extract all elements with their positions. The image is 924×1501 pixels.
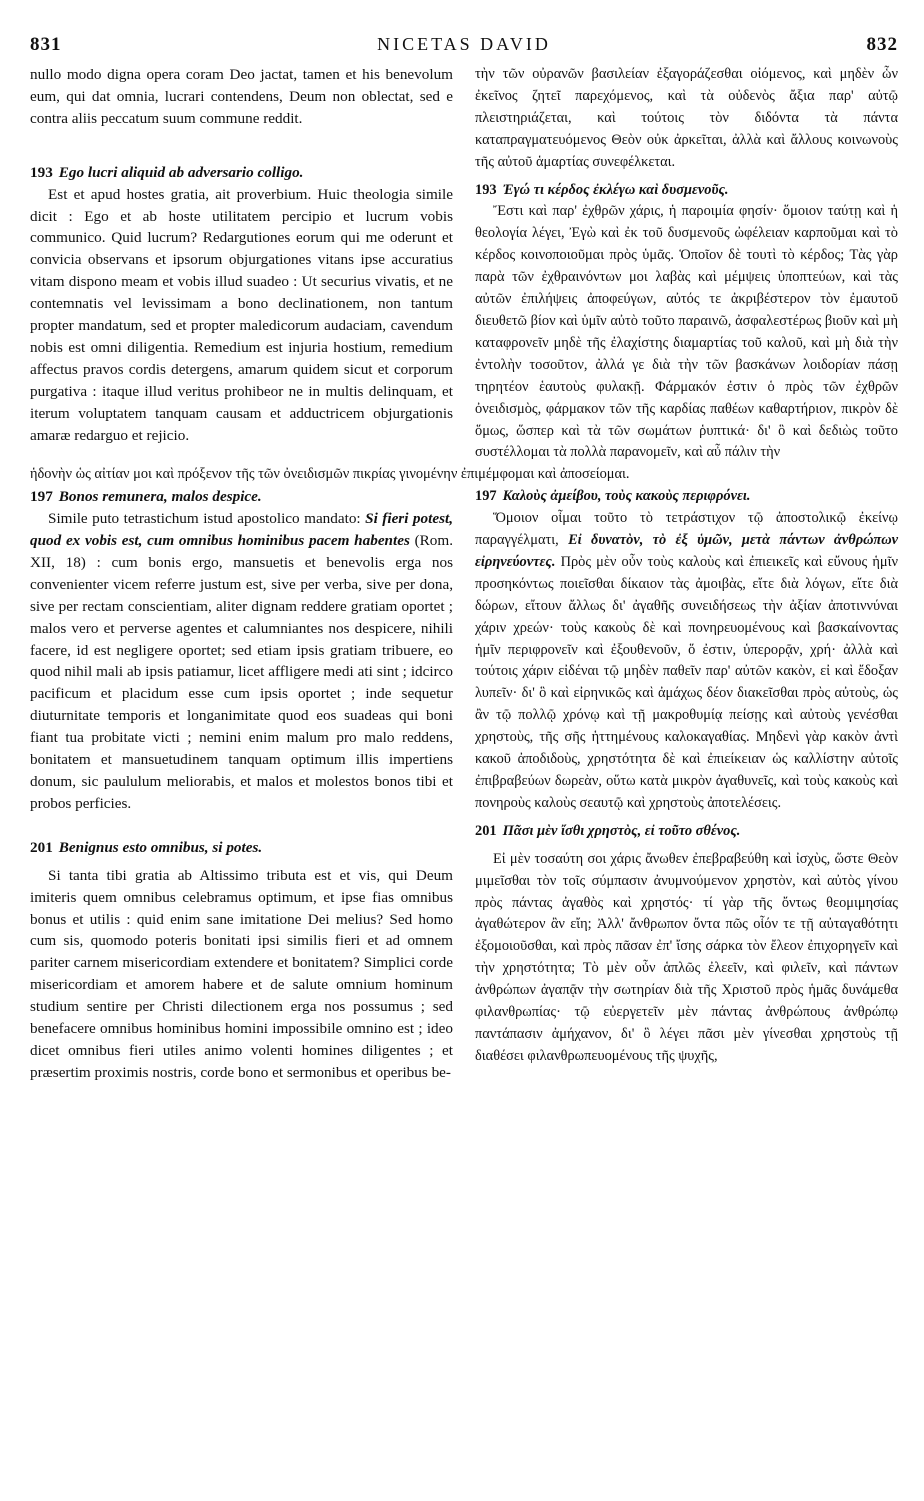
greek-column-upper	[475, 64, 898, 464]
section-number: 193	[30, 163, 53, 181]
latin-continuation: nullo modo digna opera coram Deo jactat, tamen et his benevolum eum, qui dat omnia, lucrari contendens, Deum non oblectat, sed e contra aliis peccatum suum commune reddit.	[30, 66, 453, 127]
section-lemma: Πᾶσι μὲν ἴσθι χρηστὸς, εἰ τοῦτο σθένος.	[502, 822, 741, 839]
running-title: NICETAS DAVID	[377, 34, 551, 54]
greek-section-heading-197	[475, 486, 898, 508]
greek-intro: Ὅμοιον οἶμαι τοῦτο τὸ τετράστιχον τῷ ἀποστολικῷ ἐκείνῳ παραγγέλματι,	[475, 510, 898, 549]
greek-column-lower	[475, 486, 898, 1084]
latin-intro: Simile puto tetrastichum istud apostolico mandato:	[48, 510, 361, 528]
scripture-quote: Εἰ δυνατὸν, τὸ ἐξ ὑμῶν, μετὰ πάντων ἀνθρώπων εἰρηνεύοντες.	[475, 532, 898, 570]
page-number-left: 831	[30, 34, 62, 55]
greek-section-heading-193	[475, 180, 898, 202]
greek-continuation: τὴν τῶν οὐρανῶν βασιλείαν ἐξαγοράζεσθαι οἰόμενος, καὶ μηδὲν ὧν ἐκεῖνος ζητεῖ παρεχόμενος, καὶ τὰ οὐδενὸς ἄξια παρ' αὐτῷ πλειστηριάζεται, καὶ τούτοις τὸν διδόντα τὰ πάντα καταπραγματευόμενος Θεὸν οὐκ ἀρκεῖται, ἀλλὰ καὶ ἄλλους κοινωνοὺς τῆς αὐτοῦ ἁμαρτίας συνεφέλκεται.	[475, 66, 898, 170]
section-lemma: Ἐγώ τι κέρδος ἐκλέγω καὶ δυσμενοῦς.	[502, 181, 729, 198]
latin-section-heading-201	[30, 837, 453, 859]
page-number-right: 832	[866, 34, 898, 55]
latin-paragraph-193: Est et apud hostes gratia, ait proverbium. Huic theologia simile dicit : Ego et ab hoste utilitatem percipio et lucrum vobis communico. Quid lucrum? Redargutiones eorum qui me oderunt et convicia observans et ipsorum objurgationes vitans ipse accuratius vitam dispono meam et vobis illud suadeo : Ut securius vivatis, et ne contemnatis vel levissimam a bono declinationem, non tantum propter mandatum, sed et propter maledicorum audaciam, cavendum nobis est omni diligentia. Remedium est injuria hostium, remedium affectus pravos cordis detergens, amarum quidem sicut et corporum purgativa : itaque illud veritus prohibeor ne in multis delinquam, et iterum voluptatem tanquam causam et adductricem objurgationis amaræ redarguo et rejicio.	[30, 185, 453, 444]
latin-section-heading-197	[30, 486, 453, 508]
greek-body: Πρὸς μὲν οὖν τοὺς καλοὺς καὶ ἐπιεικεῖς καὶ εὔνους ἡμῖν προσηκόντως ποιεῖσθαι δίκαιον τὰς ἀμοιβὰς, εἴτε διὰ λόγων, εἴτε διὰ δώρων, εἴτουν ἄλλως δι' ἀγαθῆς συνειδήσεως τὴν ἀξίαν ἀποτιννύναι χάριν χρεών· τοὺς κακοὺς δὲ καὶ πονηρευομένους καὶ βασκαίνοντας ἡμῖν περιφρονεῖν καὶ ἐξουθενοῦν, ὅ ἐστιν, ὑπερορᾷν, χρή· ἀλλὰ καὶ τούτοις χάριν εἰδέναι τῷ μηδὲν παθεῖν παρ' αὐτῶν κακὸν, εἰ καὶ ἔδοξαν λυπεῖν· δι' ὃ καὶ εἰρηνικῶς καὶ ἀμάχως δέον διακεῖσθαι πρὸς αὐτοὺς, ὡς ἂν τῷ πολλῷ χρόνῳ καὶ τῇ μακροθυμίᾳ πείσῃς καὶ αὐτοὺς γενέσθαι χρηστοὺς, τῆς σῆς ἡττημένους καλοκαγαθίας. Μηδενὶ γὰρ κακὸν ἀντὶ κακοῦ ἀποδιδοὺς, χρηστότητα δὲ καὶ ἐπιείκειαν ὡς καλλίστην αὐτοῖς ἐπιβραβεύων δωρεὰν, οὕτω κατὰ μικρὸν ἀγαθυνεῖς, καὶ τοὺς κακοὺς καὶ πονηροὺς καλοὺς σεαυτῷ καὶ χρηστοὺς ἀποτελέσεις.	[475, 553, 898, 811]
section-lemma: Bonos remunera, malos despice.	[58, 488, 262, 506]
scripture-reference: (Rom. XII, 18)	[30, 532, 453, 571]
spanning-text: ἡδονὴν ὡς αἰτίαν μοι καὶ πρόξενον τῆς τῶν ὀνειδισμῶν πικρίας γινομένην ἐπιμέμφομαι καὶ ἀποσείομαι.	[30, 466, 630, 483]
scripture-quote: Si fieri potest, quod ex vobis est, cum omnibus hominibus pacem habentes	[30, 510, 454, 550]
latin-paragraph-201: Si tanta tibi gratia ab Altissimo tributa est et vis, qui Deum imiteris quem omnibus celebramus optimum, et ipse fias omnibus bonus et utilis : quid enim sane imitatione Dei melius? Sed homo cum sis, quomodo poteris bonitati ipsi similis fieri et ad omnem pariter carnem misericordiam extendere et bonitatem? Simplici corde misericordiam et amorem habere et de salute omnium hominum studium sentire per Christi dilectionem erga nos possumus ; sed benefacere omnibus hominibus homini impossibile omnino est ; ideo dicet omnibus fieri utiles animo volenti homines diligentes ; et præsertim proximis nostris, corde bono et sermonibus et operibus be-	[30, 866, 453, 1081]
section-lemma: Ego lucri aliquid ab adversario colligo.	[58, 163, 304, 181]
two-column-block-upper	[30, 64, 898, 464]
latin-section-heading-193	[30, 162, 453, 184]
latin-column-lower	[30, 486, 453, 1084]
greek-paragraph-193: Ἔστι καὶ παρ' ἐχθρῶν χάρις, ἡ παροιμία φησίν· ὅμοιον ταύτῃ καὶ ἡ θεολογία λέγει, Ἐγὼ καὶ ἐκ τοῦ δυσμενοῦς ὠφέλειαν καρποῦμαι καὶ τὸ κέρδος κοινοποιοῦμαι πρὸς ὑμᾶς. Ὁποῖον δὲ τουτὶ τὸ κέρδος; Τὰς γὰρ παρὰ τῶν ἐχθραινόντων μοι λαβὰς καὶ μέμψεις ὑποπτεύων, καὶ τὰς αὐτῶν ἐπιλήψεις ἀποφεύγων, αὐτός τε ἀκριβέστερον τὸν ἐμαυτοῦ διευθετῶ βίον καὶ ὑμῖν αὐτὸ τοῦτο παραινῶ, ἀσφαλεστέρως βιοῦν καὶ μὴ καταφρονεῖν μηδὲ τῆς ἐλαχίστης διαμαρτίας τοῦ καλοῦ, καὶ μὴ διὰ τὴν ἐντολὴν τοσοῦτον, ἀλλά γε διὰ τὴν τῶν βασκάνων λοιδορίαν πάσῃ τηρητέον ἑαυτοὺς φυλακῇ. Φάρμακόν ἐστιν ὁ πρὸς τῶν ἐχθρῶν ὀνειδισμὸς, φάρμακον τῶν τῆς καρδίας παθέων καθαρτήριον, πικρὸν δὲ ὅμως, ὥσπερ καὶ τὰ τῶν σωμάτων ῥυπτικά· δι' ὃ καὶ δεδιὼς τοῦτο συστέλλομαι τὰ πολλὰ παρανομεῖν, καὶ αὖ πάλιν τὴν	[475, 203, 898, 461]
section-lemma: Καλοὺς ἀμείβου, τοὺς κακοὺς περιφρόνει.	[502, 488, 751, 505]
latin-paragraph-197	[30, 508, 453, 815]
greek-paragraph-201: Εἰ μὲν τοσαύτη σοι χάρις ἄνωθεν ἐπεβραβεύθη καὶ ἰσχὺς, ὥστε Θεὸν μιμεῖσθαι τὸν τοῖς σύμπασιν ἀνυμνούμενον χρηστὸν, καὶ αὐτὸς γίνου πρὸς πάντας ἀγαθὸς καὶ χρηστός· τί γὰρ τῆς ὄντως θεομιμησίας ἀγαθώτερον ἂν εἴη; Ἀλλ' ἄνθρωπον ὄντα πῶς οἷόν τε τῇ αὐταγαθότητι ἐξομοιοῦσθαι, καὶ πρὸς πᾶσαν ἐπ' ἴσης σάρκα τὸν ἔλεον ἐπιχορηγεῖν καὶ τὴν χρηστότητα; Τὸ μὲν οὖν ἁπλῶς ἐλεεῖν, καὶ φιλεῖν, καὶ πάντων ἀνθρώπων ἀγαπᾷν τὴν σωτηρίαν διὰ τῆς Χριστοῦ πρὸς ἡμᾶς δυνάμεθα φιλανθρωπίας· τῷ εὐεργετεῖν μὲν πάντας ἀνθρώπους ἀνθρώπῳ παντάπασιν ἀμήχανον, δι' ὃ λέγει πᾶσι μὲν γίνεσθαι χρηστοὺς τῇ διαθέσει φιλανθρωπευομένους τῆς ψυχῆς,	[475, 850, 898, 1064]
section-number: 197	[30, 488, 53, 506]
running-header	[30, 34, 898, 56]
section-number: 193	[475, 181, 497, 198]
two-column-block-lower	[30, 486, 898, 1084]
latin-column-upper	[30, 64, 453, 464]
greek-section-heading-201	[475, 821, 898, 843]
greek-paragraph-197	[475, 508, 898, 815]
section-lemma: Benignus esto omnibus, si potes.	[58, 838, 263, 856]
section-number: 197	[475, 488, 497, 505]
spanning-greek-line	[30, 464, 898, 486]
latin-body: : cum bonis ergo, mansuetis et benevolis erga nos convenienter vicem referre justum est, sive per verba, sive per dona, sive per rectam conscientiam, aliter dignam reddere gratiam oportet ; malos vero et perverse agentes et calumniantes nos despicere, nihili facere, id est negligere oportet; sed etiam ipsis gratiam tribuere, eo quod nihil mali ab ipsis patiamur, licet affligere medi ati sint ; idcirco pacificum et placidum esse cum ipsis oportet ; inde sequetur diuturnitate temporis et longanimitate quod eos suadeas qui boni fiant tua probitate victi ; nemini enim malum pro malo reddens, bonitatem et mansuetudinem tanquam optimum illis impertiens donum, sic paululum meliorabis, et malos et molestos bonos tibi et probos perficies.	[30, 553, 454, 812]
section-number: 201	[475, 822, 497, 839]
section-number: 201	[30, 838, 53, 856]
